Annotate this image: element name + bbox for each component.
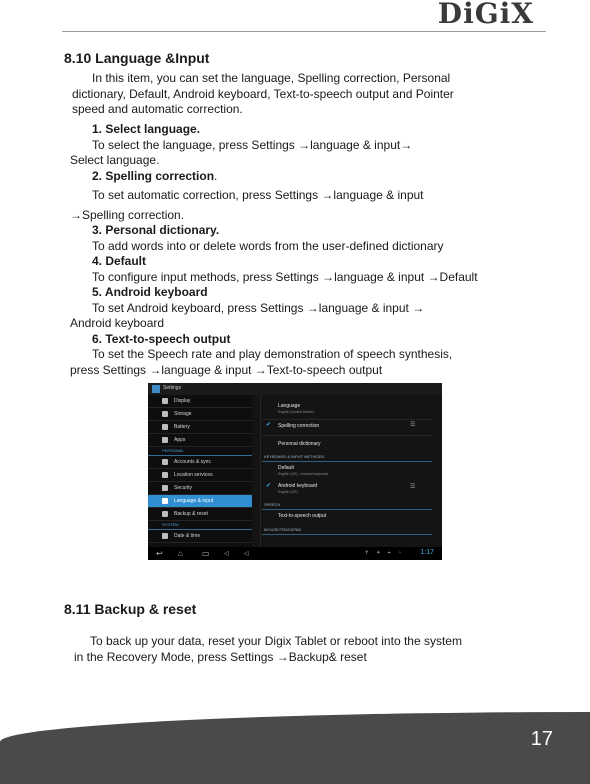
menu-item-location[interactable]: Location services (148, 469, 252, 482)
section-intro (72, 71, 532, 118)
item-heading: 6. Text-to-speech output (92, 331, 231, 346)
section-title-backup: 8.11 Backup & reset (64, 601, 197, 617)
setting-spelling[interactable]: Spelling correction (278, 423, 320, 429)
intro-line-3: speed and automatic correction. (72, 102, 243, 116)
intro-line-2: dictionary, Default, Android keyboard, Text-to-speech output and Pointer (72, 86, 454, 101)
header-keyboard: KEYBOARD & INPUT METHODS (264, 454, 325, 459)
item-heading: 2. Spelling correction (92, 168, 215, 183)
item-text: To select the language, press Settings →language & input→ (92, 137, 413, 152)
action-bar-title: Settings (163, 385, 182, 391)
backup-icon (162, 511, 168, 517)
item-text: To add words into or delete words from the user-defined dictionary (92, 238, 444, 253)
apps-icon (162, 437, 168, 443)
header-rule (62, 31, 546, 32)
menu-item-apps[interactable]: Apps (148, 434, 252, 447)
settings-item-list (70, 122, 540, 378)
action-bar (148, 383, 442, 395)
settings-menu (148, 395, 252, 547)
item-heading-suffix: . (214, 168, 218, 183)
check-icon[interactable]: ✔ (266, 422, 272, 428)
backup-paragraph (74, 634, 534, 665)
status-icons: ✝ ✦ ⌖ ◔ (364, 550, 404, 556)
battery-icon (162, 424, 168, 430)
menu-item-security[interactable]: Security (148, 482, 252, 495)
section-title-language: 8.10 Language &Input (64, 50, 210, 66)
item-text: →Spelling correction. (70, 207, 185, 222)
status-clock: 1:17 (420, 549, 434, 556)
setting-default[interactable]: Default English (US) - Android keyboard (278, 465, 328, 476)
system-nav-bar (148, 547, 442, 560)
storage-icon (162, 411, 168, 417)
backup-line-1: To back up your data, reset your Digix Tablet or reboot into the system (90, 634, 462, 648)
item-text: Select language. (70, 153, 160, 167)
volume-down-icon[interactable]: ◁ (224, 551, 229, 557)
footer-band (0, 712, 590, 784)
header-mouse: MOUSE/TRACKPAD (264, 527, 302, 532)
setting-language[interactable]: Language English (United States) (278, 403, 314, 414)
intro-line-1: In this item, you can set the language, Spelling correction, Personal (92, 71, 451, 85)
menu-item-storage[interactable]: Storage (148, 408, 252, 421)
check-icon[interactable]: ✔ (266, 483, 272, 489)
item-heading: 4. Default (92, 254, 147, 268)
setting-tts[interactable]: Text-to-speech output (278, 513, 327, 519)
menu-item-accounts[interactable]: Accounts & sync (148, 456, 252, 469)
recent-apps-icon[interactable]: ▭ (202, 549, 210, 558)
home-icon[interactable]: ⌂ (178, 549, 183, 558)
item-text: To configure input methods, press Settings →language & input →Default (92, 269, 478, 284)
backup-line-2: in the Recovery Mode, press Settings →Backup& reset (74, 649, 367, 664)
menu-item-display[interactable]: Display (148, 395, 252, 408)
item-text: press Settings →language & input →Text-to-speech output (70, 362, 383, 377)
settings-tune-icon[interactable]: ☰ (410, 484, 416, 490)
header-speech: SPEECH (264, 502, 281, 507)
item-heading: 5. Android keyboard (92, 285, 208, 299)
menu-header-personal: PERSONAL (148, 447, 252, 456)
menu-item-date[interactable]: Date & time (148, 530, 252, 543)
menu-item-battery[interactable]: Battery (148, 421, 252, 434)
setting-android-keyboard[interactable]: Android keyboard English (US) (278, 483, 318, 494)
language-icon (162, 498, 168, 504)
brand-logo: DiGiX (437, 0, 534, 30)
sync-icon (162, 459, 168, 465)
menu-item-backup[interactable]: Backup & reset (148, 508, 252, 521)
item-text: Android keyboard (70, 316, 165, 330)
language-input-pane (252, 395, 442, 547)
display-icon (162, 398, 168, 404)
settings-tune-icon[interactable]: ☰ (410, 422, 416, 428)
setting-dictionary[interactable]: Personal dictionary (278, 441, 321, 447)
volume-up-icon[interactable]: ◁ (244, 551, 249, 557)
menu-item-language[interactable]: Language & input (148, 495, 252, 508)
page-number: 17 (530, 728, 553, 750)
menu-header-system: SYSTEM (148, 521, 252, 530)
item-heading: 1. Select language. (92, 122, 201, 136)
item-heading: 3. Personal dictionary. (92, 223, 220, 237)
item-text: To set automatic correction, press Settings →language & input (92, 188, 424, 202)
settings-app-icon (152, 385, 160, 393)
clock-icon (162, 533, 168, 539)
location-icon (162, 472, 168, 478)
item-text: To set the Speech rate and play demonstration of speech synthesis, (92, 347, 453, 361)
tablet-settings-screenshot (148, 383, 442, 560)
item-text: To set Android keyboard, press Settings →language & input → (92, 300, 425, 315)
lock-icon (162, 485, 168, 491)
back-icon[interactable]: ↩ (156, 549, 163, 558)
